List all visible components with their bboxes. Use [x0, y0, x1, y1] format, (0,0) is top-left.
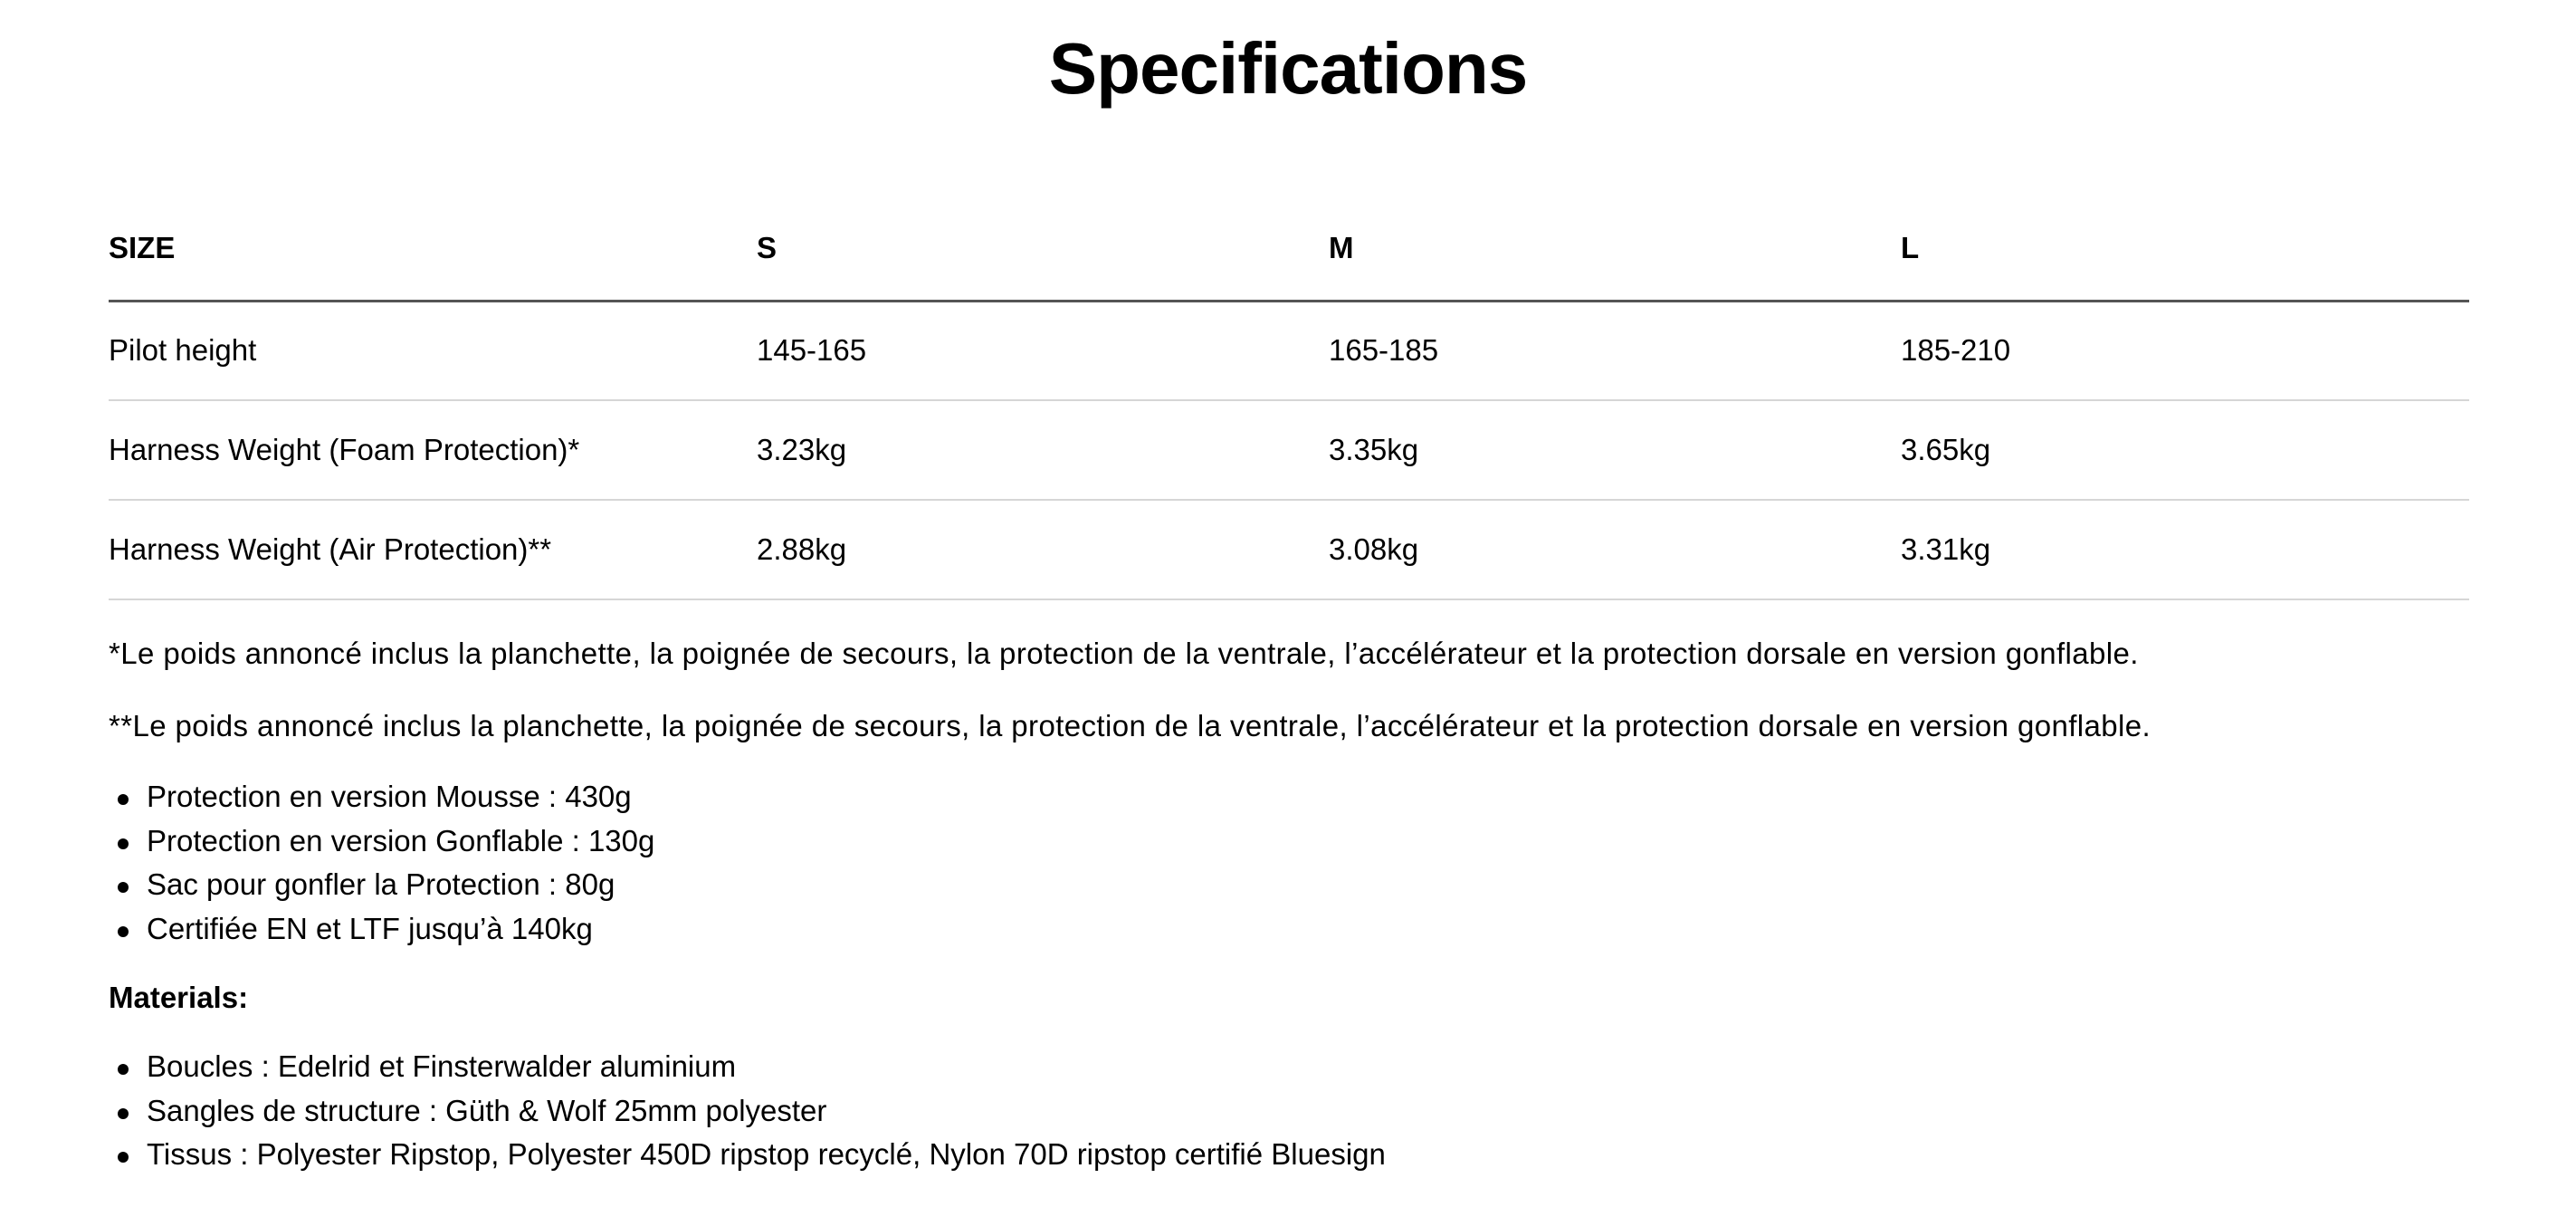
table-header-row	[109, 197, 2469, 301]
list-item: Tissus : Polyester Ripstop, Polyester 450D ripstop recyclé, Nylon 70D ripstop certifié Bluesign	[109, 1133, 2469, 1177]
row-label: Pilot height	[109, 301, 757, 400]
row-label: Harness Weight (Air Protection)**	[109, 500, 757, 599]
cell-value: 3.65kg	[1901, 400, 2469, 500]
cell-value: 165-185	[1329, 301, 1901, 400]
footnote-foam: *Le poids annoncé inclus la planchette, la poignée de secours, la protection de la ventrale, l’accélérateur et la protection dorsale en version gonflable.	[109, 637, 2139, 670]
cell-value: 3.23kg	[757, 400, 1329, 500]
header-size-l: L	[1901, 197, 2469, 301]
notes-section	[109, 630, 2469, 1201]
cell-value: 3.08kg	[1329, 500, 1901, 599]
table-body	[109, 301, 2469, 599]
footnote-air: **Le poids annoncé inclus la planchette, la poignée de secours, la protection de la ventrale, l’accélérateur et la protection dorsale en version gonflable.	[109, 709, 2151, 742]
cell-value: 145-165	[757, 301, 1329, 400]
page-title: Specifications	[1048, 28, 1528, 109]
header-size: SIZE	[109, 197, 757, 301]
features-list	[109, 775, 2469, 951]
specifications-table	[109, 197, 2469, 600]
list-item: Protection en version Gonflable : 130g	[109, 819, 2469, 864]
list-item: Sangles de structure : Güth & Wolf 25mm polyester	[109, 1089, 2469, 1134]
table-header	[109, 197, 2469, 301]
row-label: Harness Weight (Foam Protection)*	[109, 400, 757, 500]
table-row	[109, 400, 2469, 500]
materials-heading: Materials:	[109, 981, 249, 1014]
table-row	[109, 301, 2469, 400]
cell-value: 3.35kg	[1329, 400, 1901, 500]
table-row	[109, 500, 2469, 599]
list-item: Protection en version Mousse : 430g	[109, 775, 2469, 819]
cell-value: 3.31kg	[1901, 500, 2469, 599]
cell-value: 2.88kg	[757, 500, 1329, 599]
cell-value: 185-210	[1901, 301, 2469, 400]
list-item: Sac pour gonfler la Protection : 80g	[109, 863, 2469, 907]
list-item: Certifiée EN et LTF jusqu’à 140kg	[109, 907, 2469, 952]
header-size-m: M	[1329, 197, 1901, 301]
header-size-s: S	[757, 197, 1329, 301]
list-item: Boucles : Edelrid et Finsterwalder aluminium	[109, 1045, 2469, 1089]
materials-list	[109, 1045, 2469, 1177]
